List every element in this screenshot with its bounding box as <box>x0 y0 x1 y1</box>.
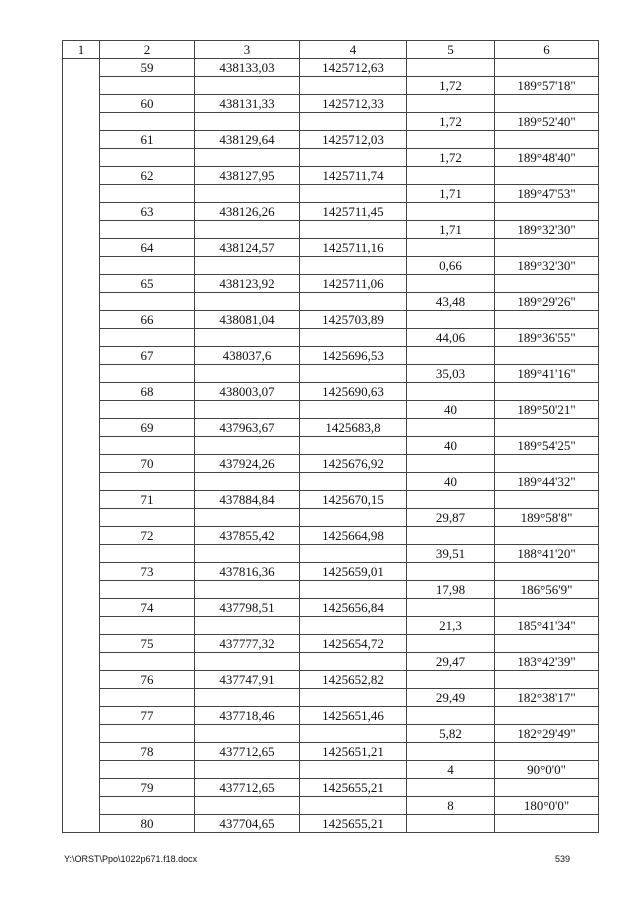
coordinate-y: 1425651,21 <box>300 743 407 761</box>
segment-length: 1,72 <box>407 149 495 167</box>
header-row <box>63 41 599 59</box>
point-number: 62 <box>100 167 195 185</box>
point-number: 65 <box>100 275 195 293</box>
empty-cell <box>495 527 599 545</box>
coordinate-y: 1425676,92 <box>300 455 407 473</box>
segment-row <box>63 257 599 275</box>
empty-cell <box>100 653 195 671</box>
segment-angle: 189°47'53" <box>495 185 599 203</box>
segment-length: 1,72 <box>407 77 495 95</box>
footer-file-path: Y:\ORST\Ppo\1022p671.f18.docx <box>64 854 198 864</box>
segment-angle: 183°42'39" <box>495 653 599 671</box>
empty-cell <box>495 59 599 77</box>
empty-cell <box>195 725 300 743</box>
segment-angle: 189°41'16" <box>495 365 599 383</box>
segment-length: 4 <box>407 761 495 779</box>
point-row <box>63 239 599 257</box>
empty-cell <box>407 203 495 221</box>
segment-length: 21,3 <box>407 617 495 635</box>
empty-cell <box>195 77 300 95</box>
empty-cell <box>407 59 495 77</box>
empty-cell <box>100 149 195 167</box>
segment-angle: 189°57'18" <box>495 77 599 95</box>
empty-cell <box>100 689 195 707</box>
coordinate-y: 1425712,63 <box>300 59 407 77</box>
empty-cell <box>300 185 407 203</box>
coordinate-x: 438081,04 <box>195 311 300 329</box>
segment-angle: 182°38'17" <box>495 689 599 707</box>
empty-cell <box>100 509 195 527</box>
empty-cell <box>195 329 300 347</box>
empty-cell <box>100 797 195 815</box>
empty-cell <box>300 329 407 347</box>
segment-length: 0,66 <box>407 257 495 275</box>
empty-cell <box>195 401 300 419</box>
segment-length: 5,82 <box>407 725 495 743</box>
empty-cell <box>300 509 407 527</box>
empty-cell <box>300 365 407 383</box>
empty-cell <box>300 761 407 779</box>
empty-cell <box>495 743 599 761</box>
coordinate-y: 1425664,98 <box>300 527 407 545</box>
empty-cell <box>195 257 300 275</box>
empty-cell <box>300 617 407 635</box>
coordinate-x: 438037,6 <box>195 347 300 365</box>
segment-row <box>63 509 599 527</box>
empty-cell <box>495 491 599 509</box>
coordinate-y: 1425655,21 <box>300 779 407 797</box>
segment-angle: 182°29'49" <box>495 725 599 743</box>
empty-cell <box>407 347 495 365</box>
empty-cell <box>407 743 495 761</box>
point-row <box>63 275 599 293</box>
coordinate-x: 437816,36 <box>195 563 300 581</box>
point-row <box>63 455 599 473</box>
point-row <box>63 671 599 689</box>
segment-row <box>63 365 599 383</box>
coordinate-x: 437712,65 <box>195 779 300 797</box>
segment-length: 8 <box>407 797 495 815</box>
empty-cell <box>407 419 495 437</box>
empty-cell <box>100 185 195 203</box>
point-row <box>63 383 599 401</box>
segment-angle: 186°56'9" <box>495 581 599 599</box>
point-number: 70 <box>100 455 195 473</box>
coordinate-y: 1425712,33 <box>300 95 407 113</box>
coordinate-x: 438123,92 <box>195 275 300 293</box>
empty-cell <box>300 113 407 131</box>
empty-cell <box>100 257 195 275</box>
empty-cell <box>195 689 300 707</box>
point-row <box>63 95 599 113</box>
segment-row <box>63 401 599 419</box>
empty-cell <box>300 401 407 419</box>
empty-cell <box>495 131 599 149</box>
column-header: 3 <box>195 41 300 59</box>
point-number: 66 <box>100 311 195 329</box>
empty-cell <box>407 455 495 473</box>
empty-cell <box>407 707 495 725</box>
point-row <box>63 707 599 725</box>
empty-cell <box>407 635 495 653</box>
empty-cell <box>195 797 300 815</box>
empty-cell <box>407 491 495 509</box>
point-number: 79 <box>100 779 195 797</box>
empty-cell <box>407 815 495 833</box>
point-row <box>63 419 599 437</box>
point-number: 74 <box>100 599 195 617</box>
empty-cell <box>495 635 599 653</box>
segment-row <box>63 581 599 599</box>
coordinate-y: 1425670,15 <box>300 491 407 509</box>
coordinate-y: 1425711,16 <box>300 239 407 257</box>
segment-angle: 189°44'32" <box>495 473 599 491</box>
empty-cell <box>495 455 599 473</box>
coordinate-y: 1425654,72 <box>300 635 407 653</box>
coordinate-x: 437704,65 <box>195 815 300 833</box>
empty-cell <box>495 563 599 581</box>
empty-cell <box>495 167 599 185</box>
column-header: 2 <box>100 41 195 59</box>
segment-length: 40 <box>407 401 495 419</box>
empty-cell <box>407 527 495 545</box>
empty-cell <box>195 113 300 131</box>
segment-row <box>63 617 599 635</box>
point-row <box>63 743 599 761</box>
point-number: 59 <box>100 59 195 77</box>
coordinate-x: 438003,07 <box>195 383 300 401</box>
segment-row <box>63 185 599 203</box>
empty-cell <box>407 779 495 797</box>
coordinate-x: 437712,65 <box>195 743 300 761</box>
empty-cell <box>495 203 599 221</box>
empty-cell <box>300 293 407 311</box>
empty-cell <box>100 221 195 239</box>
segment-angle: 189°54'25" <box>495 437 599 455</box>
coordinate-x: 437798,51 <box>195 599 300 617</box>
empty-cell <box>495 599 599 617</box>
segment-angle: 189°36'55" <box>495 329 599 347</box>
empty-cell <box>300 257 407 275</box>
segment-length: 44,06 <box>407 329 495 347</box>
empty-cell <box>300 437 407 455</box>
empty-cell <box>195 761 300 779</box>
empty-cell <box>407 563 495 581</box>
segment-row <box>63 221 599 239</box>
column-header: 6 <box>495 41 599 59</box>
empty-cell <box>195 473 300 491</box>
segment-row <box>63 761 599 779</box>
segment-length: 29,47 <box>407 653 495 671</box>
empty-cell <box>300 221 407 239</box>
point-number: 75 <box>100 635 195 653</box>
segment-row <box>63 797 599 815</box>
point-number: 76 <box>100 671 195 689</box>
empty-cell <box>495 671 599 689</box>
segment-length: 29,49 <box>407 689 495 707</box>
coordinate-x: 437963,67 <box>195 419 300 437</box>
empty-cell <box>495 347 599 365</box>
point-number: 77 <box>100 707 195 725</box>
empty-cell <box>407 671 495 689</box>
empty-cell <box>495 779 599 797</box>
segment-length: 1,71 <box>407 185 495 203</box>
point-number: 63 <box>100 203 195 221</box>
segment-row <box>63 149 599 167</box>
segment-row <box>63 545 599 563</box>
coordinate-x: 438133,03 <box>195 59 300 77</box>
point-row <box>63 131 599 149</box>
empty-cell <box>300 473 407 491</box>
point-number: 78 <box>100 743 195 761</box>
empty-cell <box>495 383 599 401</box>
point-number: 61 <box>100 131 195 149</box>
empty-cell <box>195 617 300 635</box>
coordinate-y: 1425655,21 <box>300 815 407 833</box>
point-number: 64 <box>100 239 195 257</box>
column-header: 1 <box>63 41 100 59</box>
point-row <box>63 311 599 329</box>
empty-cell <box>100 77 195 95</box>
empty-cell <box>100 581 195 599</box>
segment-angle: 189°50'21" <box>495 401 599 419</box>
empty-cell <box>495 419 599 437</box>
empty-cell <box>195 545 300 563</box>
empty-cell <box>195 185 300 203</box>
coordinate-y: 1425656,84 <box>300 599 407 617</box>
segment-angle: 189°52'40" <box>495 113 599 131</box>
coordinate-x: 438127,95 <box>195 167 300 185</box>
empty-cell <box>407 95 495 113</box>
segment-length: 40 <box>407 473 495 491</box>
empty-cell <box>195 365 300 383</box>
coordinate-x: 437747,91 <box>195 671 300 689</box>
empty-cell <box>195 509 300 527</box>
empty-cell <box>300 77 407 95</box>
point-row <box>63 563 599 581</box>
empty-cell <box>195 293 300 311</box>
segment-length: 29,87 <box>407 509 495 527</box>
coordinate-y: 1425703,89 <box>300 311 407 329</box>
empty-cell <box>407 311 495 329</box>
empty-cell <box>195 149 300 167</box>
point-row <box>63 527 599 545</box>
empty-cell <box>100 545 195 563</box>
point-row <box>63 815 599 833</box>
segment-row <box>63 653 599 671</box>
empty-cell <box>495 707 599 725</box>
empty-cell <box>100 473 195 491</box>
empty-cell <box>100 365 195 383</box>
segment-row <box>63 725 599 743</box>
segment-row <box>63 113 599 131</box>
segment-length: 1,71 <box>407 221 495 239</box>
coordinate-x: 438129,64 <box>195 131 300 149</box>
point-row <box>63 347 599 365</box>
segment-row <box>63 437 599 455</box>
empty-cell <box>407 131 495 149</box>
coordinates-table <box>62 40 599 833</box>
segment-angle: 185°41'34" <box>495 617 599 635</box>
point-number: 67 <box>100 347 195 365</box>
segment-row <box>63 329 599 347</box>
segment-length: 1,72 <box>407 113 495 131</box>
segment-angle: 90°0'0" <box>495 761 599 779</box>
coordinate-x: 438131,33 <box>195 95 300 113</box>
point-number: 68 <box>100 383 195 401</box>
segment-length: 40 <box>407 437 495 455</box>
column-header: 4 <box>300 41 407 59</box>
segment-row <box>63 473 599 491</box>
empty-cell <box>495 311 599 329</box>
empty-cell <box>100 401 195 419</box>
empty-cell <box>195 221 300 239</box>
point-row <box>63 167 599 185</box>
coordinate-x: 437718,46 <box>195 707 300 725</box>
empty-cell <box>407 275 495 293</box>
empty-cell <box>100 617 195 635</box>
coordinate-y: 1425696,53 <box>300 347 407 365</box>
coordinate-y: 1425683,8 <box>300 419 407 437</box>
coordinate-x: 437777,32 <box>195 635 300 653</box>
segment-angle: 180°0'0" <box>495 797 599 815</box>
segment-length: 17,98 <box>407 581 495 599</box>
coordinate-y: 1425711,06 <box>300 275 407 293</box>
point-number: 73 <box>100 563 195 581</box>
coordinate-y: 1425652,82 <box>300 671 407 689</box>
column-header: 5 <box>407 41 495 59</box>
empty-cell <box>195 437 300 455</box>
empty-cell <box>495 239 599 257</box>
point-number: 71 <box>100 491 195 509</box>
empty-cell <box>495 275 599 293</box>
point-number: 60 <box>100 95 195 113</box>
point-row <box>63 779 599 797</box>
contour-number-cell <box>63 59 100 833</box>
segment-angle: 189°29'26" <box>495 293 599 311</box>
segment-angle: 188°41'20" <box>495 545 599 563</box>
point-row <box>63 59 599 77</box>
point-number: 72 <box>100 527 195 545</box>
segment-angle: 189°48'40" <box>495 149 599 167</box>
empty-cell <box>300 725 407 743</box>
empty-cell <box>195 653 300 671</box>
footer-page-number: 539 <box>555 854 571 864</box>
coordinate-y: 1425711,45 <box>300 203 407 221</box>
segment-length: 43,48 <box>407 293 495 311</box>
empty-cell <box>195 581 300 599</box>
coordinate-x: 438126,26 <box>195 203 300 221</box>
empty-cell <box>100 113 195 131</box>
coordinate-y: 1425711,74 <box>300 167 407 185</box>
segment-length: 39,51 <box>407 545 495 563</box>
segment-length: 35,03 <box>407 365 495 383</box>
segment-angle: 189°32'30" <box>495 221 599 239</box>
coordinate-y: 1425659,01 <box>300 563 407 581</box>
empty-cell <box>300 149 407 167</box>
empty-cell <box>407 167 495 185</box>
coordinate-y: 1425712,03 <box>300 131 407 149</box>
empty-cell <box>300 689 407 707</box>
empty-cell <box>407 599 495 617</box>
coordinate-y: 1425690,63 <box>300 383 407 401</box>
point-row <box>63 599 599 617</box>
empty-cell <box>300 653 407 671</box>
segment-row <box>63 77 599 95</box>
empty-cell <box>100 437 195 455</box>
empty-cell <box>100 293 195 311</box>
empty-cell <box>300 581 407 599</box>
segment-angle: 189°58'8" <box>495 509 599 527</box>
empty-cell <box>495 815 599 833</box>
point-number: 69 <box>100 419 195 437</box>
empty-cell <box>100 761 195 779</box>
empty-cell <box>300 545 407 563</box>
point-number: 80 <box>100 815 195 833</box>
coordinate-x: 437855,42 <box>195 527 300 545</box>
empty-cell <box>407 239 495 257</box>
point-row <box>63 491 599 509</box>
empty-cell <box>407 383 495 401</box>
coordinate-y: 1425651,46 <box>300 707 407 725</box>
empty-cell <box>100 329 195 347</box>
coordinate-x: 438124,57 <box>195 239 300 257</box>
segment-row <box>63 689 599 707</box>
empty-cell <box>100 725 195 743</box>
segment-row <box>63 293 599 311</box>
empty-cell <box>495 95 599 113</box>
segment-angle: 189°32'30" <box>495 257 599 275</box>
point-row <box>63 635 599 653</box>
coordinate-x: 437924,26 <box>195 455 300 473</box>
empty-cell <box>300 797 407 815</box>
coordinate-x: 437884,84 <box>195 491 300 509</box>
point-row <box>63 203 599 221</box>
